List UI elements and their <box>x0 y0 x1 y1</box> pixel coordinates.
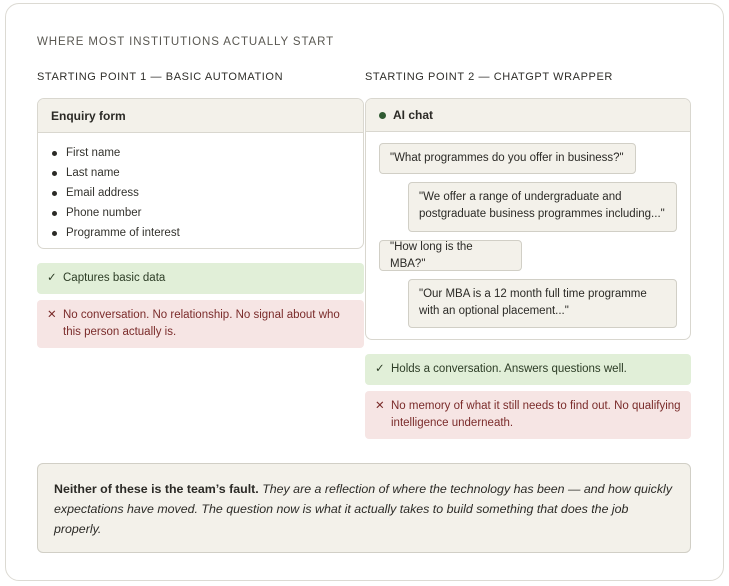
right-pro-text: Holds a conversation. Answers questions well. <box>391 363 627 375</box>
check-icon: ✓ <box>47 272 57 284</box>
field-label: Last name <box>66 167 120 179</box>
cross-icon: ✕ <box>47 309 57 321</box>
bullet-icon <box>52 191 57 196</box>
list-item <box>52 203 363 223</box>
summary-lead: Neither of these is the team’s fault. <box>54 482 259 496</box>
right-pro-note <box>365 354 691 385</box>
field-label: Email address <box>66 187 139 199</box>
summary-callout <box>37 463 691 553</box>
bullet-icon <box>52 231 57 236</box>
status-dot-icon <box>379 112 386 119</box>
list-item <box>52 143 363 163</box>
bullet-icon <box>52 211 57 216</box>
left-con-text: No conversation. No relationship. No signal about who this person actually is. <box>63 309 340 338</box>
field-label: Programme of interest <box>66 227 180 239</box>
ai-message-bubble: "Our MBA is a 12 month full time programme with an optional placement..." <box>408 279 677 328</box>
left-pro-note <box>37 263 364 294</box>
bullet-icon <box>52 171 57 176</box>
right-column-title: STARTING POINT 2 — CHATGPT WRAPPER <box>365 71 613 83</box>
list-item <box>52 163 363 183</box>
section-title: WHERE MOST INSTITUTIONS ACTUALLY START <box>37 36 335 48</box>
left-column-title: STARTING POINT 1 — BASIC AUTOMATION <box>37 71 284 83</box>
cross-icon: ✕ <box>375 400 385 412</box>
field-label: Phone number <box>66 207 142 219</box>
enquiry-form-title: Enquiry form <box>51 108 126 123</box>
enquiry-form-panel <box>37 98 364 249</box>
right-con-note <box>365 391 691 439</box>
check-icon: ✓ <box>375 363 385 375</box>
ai-chat-title: AI chat <box>393 108 434 122</box>
summary-body: They are a reflection of where the technology has been — and how quickly expectations have moved. The question now is what it actually takes to build something that does the job properly. <box>54 482 673 536</box>
user-message-bubble: "How long is the MBA?" <box>379 240 522 271</box>
form-field-list <box>38 133 363 243</box>
field-label: First name <box>66 147 121 159</box>
bullet-icon <box>52 151 57 156</box>
enquiry-form-header <box>38 99 363 133</box>
left-pro-text: Captures basic data <box>63 272 166 284</box>
left-con-note <box>37 300 364 348</box>
user-message-bubble: "What programmes do you offer in business?" <box>379 143 636 174</box>
ai-message-bubble: "We offer a range of undergraduate and postgraduate business programmes including..." <box>408 182 677 232</box>
right-con-text: No memory of what it still needs to find out. No qualifying intelligence underneath. <box>391 400 681 429</box>
list-item <box>52 223 363 243</box>
list-item <box>52 183 363 203</box>
ai-chat-header <box>366 99 690 132</box>
